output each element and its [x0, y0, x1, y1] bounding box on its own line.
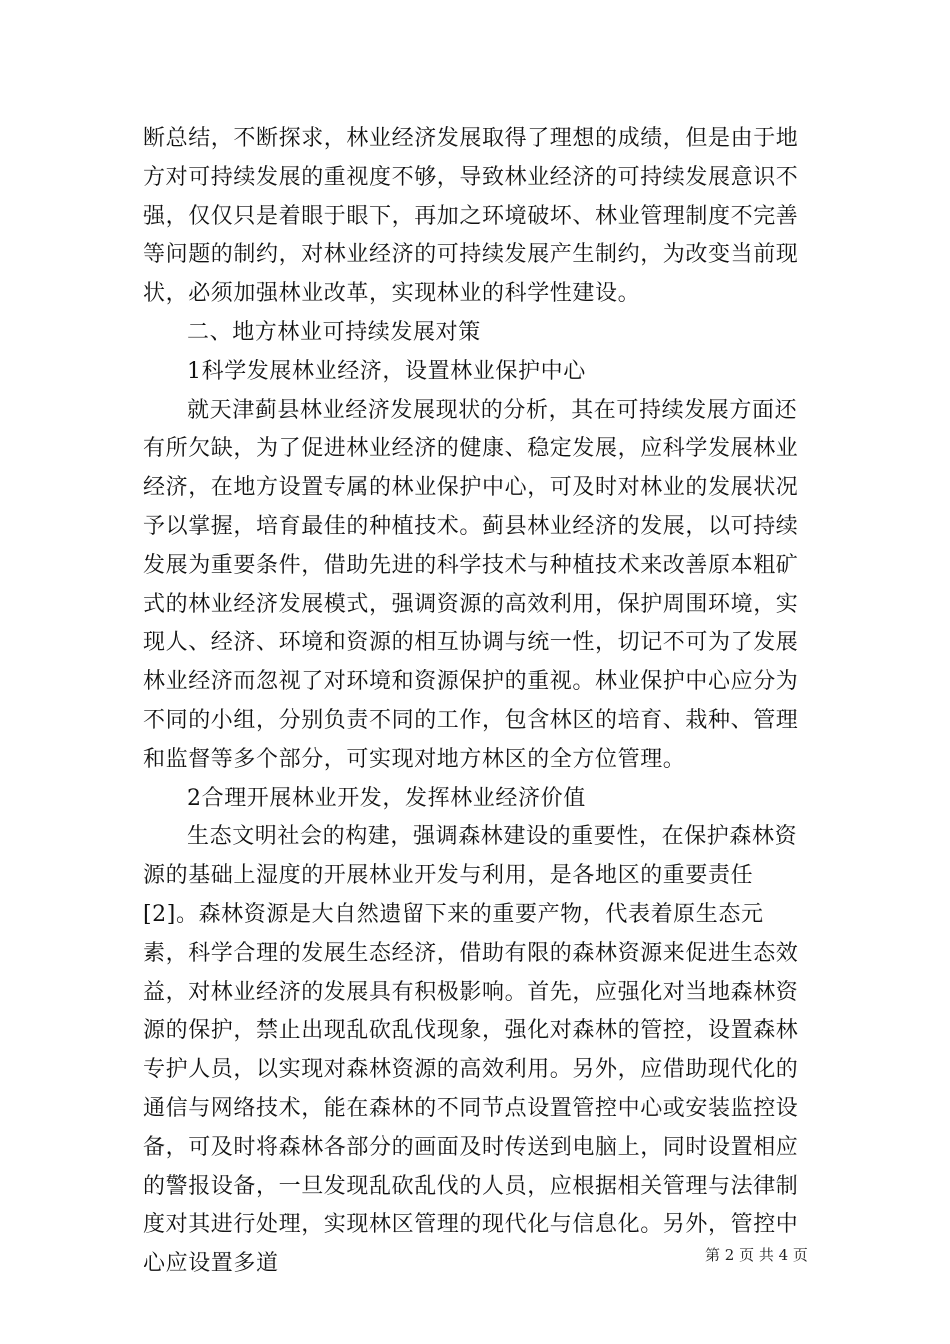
paragraph-2: 生态文明社会的构建，强调森林建设的重要性，在保护森林资源的基础上湿度的开展林业开发与利用，是各地区的重要责任[2]。森林资源是大自然遗留下来的重要产物，代表着原生态元素，科学合理的发展生态经济，借助有限的森林资源来促进生态效益，对林业经济的发展具有积极影响。首先，应强化对当地森林资源的保护，禁止出现乱砍乱伐现象，强化对森林的管控，设置森林专护人员，以实现对森林资源的高效利用。另外，应借助现代化的通信与网络技术，能在森林的不同节点设置管控中心或安装监控设备，可及时将森林各部分的画面及时传送到电脑上，同时设置相应的警报设备，一旦发现乱砍乱伐的人员，应根据相关管理与法律制度对其进行处理，实现林区管理的现代化与信息化。另外，管控中心应设置多道 — [143, 824, 799, 1277]
paragraph-1: 就天津蓟县林业经济发展现状的分析，其在可持续发展方面还有所欠缺，为了促进林业经济的健康、稳定发展，应科学发展林业经济，在地方设置专属的林业保护中心，可及时对林业的发展状况予以掌握，培育最佳的种植技术。蓟县林业经济的发展，以可持续发展为重要条件，借助先进的科学技术与种植技术来改善原本粗矿式的林业经济发展模式，强调资源的高效利用，保护周围环境，实现人、经济、环境和资源的相互协调与统一性，切记不可为了发展林业经济而忽视了对环境和资源保护的重视。林业保护中心应分为不同的小组，分别负责不同的工作，包含林区的培育、栽种、管理和监督等多个部分，可实现对地方林区的全方位管理。 — [143, 397, 799, 772]
paragraph-continuation: 断总结，不断探求，林业经济发展取得了理想的成绩，但是由于地方对可持续发展的重视度不够，导致林业经济的可持续发展意识不强，仅仅只是着眼于眼下，再加之环境破坏、林业管理制度不完善等问题的制约，对林业经济的可持续发展产生制约，为改变当前现状，必须加强林业改革，实现林业的科学性建设。 — [143, 126, 799, 307]
section-heading: 二、地方林业可持续发展对策 — [187, 319, 481, 345]
subsection-heading-2: 2合理开展林业开发，发挥林业经济价值 — [187, 785, 586, 811]
subsection-heading-1: 1科学发展林业经济，设置林业保护中心 — [187, 358, 586, 384]
page-number: 第 2 页 共 4 页 — [705, 1246, 808, 1264]
document-body — [143, 120, 808, 1284]
